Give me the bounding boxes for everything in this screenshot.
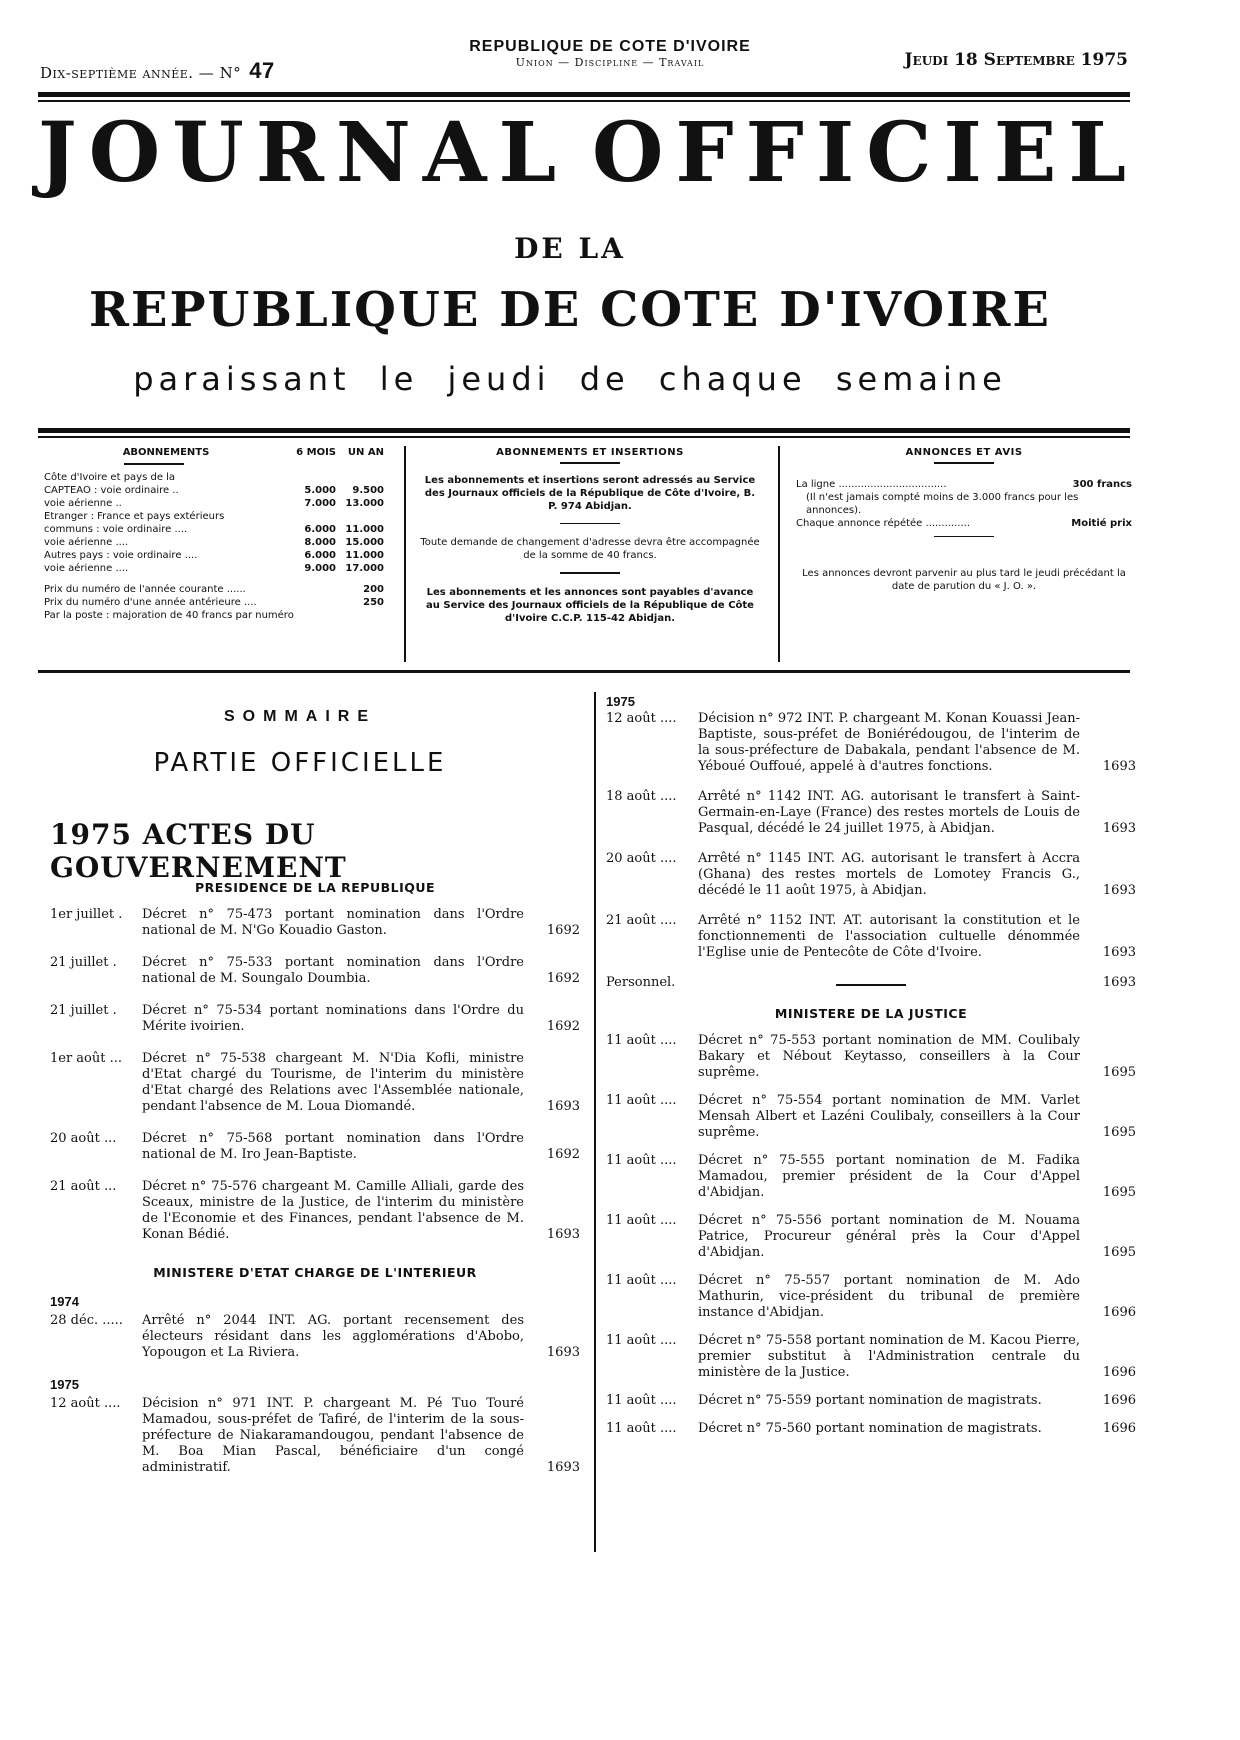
- toc-entry: [50, 1396, 580, 1476]
- entry-date: 20 août ....: [606, 851, 677, 866]
- issue-line: [40, 58, 275, 84]
- toc-entry: [606, 1213, 1136, 1261]
- issue-number: 47: [249, 58, 275, 83]
- abonnements-rows: [44, 471, 384, 575]
- justice-title: MINISTERE DE LA JUSTICE: [774, 1005, 968, 1021]
- rate-value: 200: [363, 583, 384, 595]
- rate-row: [44, 523, 384, 536]
- sommaire-title: SOMMAIRE: [224, 708, 376, 725]
- toc-entry: [606, 1033, 1136, 1081]
- toc-entry: [606, 1153, 1136, 1201]
- divider: [934, 536, 994, 538]
- rate-row: [44, 583, 384, 596]
- entry-text: Arrêté n° 1142 INT. AG. autorisant le transfert à Saint-Germain-en-Laye (France) des restes mortels de Louis de Pasqual, décédé le 24 juillet 1975, à Abidjan.: [698, 789, 1080, 836]
- rate-value: 11.000: [345, 523, 384, 535]
- masthead-rule-thin: [38, 436, 1130, 438]
- entry-text: Décret n° 75-555 portant nomination de M. Fadika Mamadou, premier président de la Cour d'Appel d'Abidjan.: [698, 1152, 1080, 1200]
- rate-value: 250: [363, 596, 384, 608]
- annonces-column: [796, 446, 1132, 666]
- year-1974: 1974: [50, 1294, 79, 1309]
- entry-page: 1693: [1102, 759, 1136, 774]
- entry-page: 1693: [546, 1460, 580, 1475]
- rate-label: voie aérienne ..: [44, 497, 122, 509]
- rate-value: 17.000: [345, 562, 384, 574]
- rate-label: Côte d'Ivoire et pays de la: [44, 471, 176, 483]
- entry-date: 20 août ...: [50, 1131, 117, 1146]
- header-rule: [38, 92, 1130, 97]
- toc-entry: [50, 955, 580, 987]
- masthead-title: [38, 105, 1138, 201]
- entry-date: 11 août ....: [606, 1392, 677, 1408]
- entry-page: 1693: [546, 1227, 580, 1242]
- year-1975: 1975: [50, 1377, 79, 1392]
- rate-label: Autres pays : voie ordinaire ....: [44, 549, 198, 561]
- entry-text: Décret n° 75-556 portant nomination de M. Nouama Patrice, Procureur général près la Cour d'Appel d'Abidjan.: [698, 1212, 1080, 1260]
- rate-value: 6.000: [304, 523, 336, 535]
- box-divider-1: [404, 446, 406, 662]
- entry-page: 1696: [1102, 1364, 1136, 1380]
- rate-value: 9.000: [304, 562, 336, 574]
- personnel-entry: [606, 975, 1136, 990]
- abonnements-1an: UN AN: [347, 447, 384, 458]
- entry-date: 21 août ....: [606, 913, 677, 928]
- rate-row: [44, 536, 384, 549]
- right-year-1975: 1975: [606, 694, 635, 709]
- personnel-page: 1693: [1102, 975, 1136, 990]
- header-motto: Union — Discipline — Travail: [515, 56, 705, 69]
- annonces-title: ANNONCES ET AVIS: [905, 447, 1023, 458]
- personnel-label: Personnel.: [606, 975, 676, 990]
- entry-page: 1695: [1102, 1244, 1136, 1260]
- rate-value: 15.000: [345, 536, 384, 548]
- insertions-column: [420, 446, 760, 666]
- insertions-address: Les abonnements et insertions seront adressés au Service des Journaux officiels de la République de Côte d'Ivoire, B. P. 974 Abidjan.: [424, 474, 756, 512]
- entry-text: Décret n° 75-559 portant nomination de magistrats.: [698, 1392, 1042, 1408]
- rate-value: 8.000: [304, 536, 336, 548]
- divider: [124, 463, 184, 465]
- rate-row: [44, 484, 384, 497]
- entry-page: 1693: [546, 1345, 580, 1360]
- entry-text: Décret n° 75-576 chargeant M. Camille Alliali, garde des Sceaux, ministre de la Justice, de l'interim du ministère de l'Economie et des Finances, pendant l'absence de M. Konan Bédié.: [142, 1179, 524, 1242]
- rate-value: [288, 510, 336, 523]
- entry-text: Décret n° 75-538 chargeant M. N'Dia Kofli, ministre d'Etat chargé du Tourisme, de l'interim du ministère d'Etat chargé des Relations avec l'Assemblée nationale, pendant l'absence de M. Loua Diomandé.: [142, 1051, 524, 1114]
- rate-value: [336, 471, 384, 484]
- rate-value: 5.000: [304, 484, 336, 496]
- entry-date: 12 août ....: [606, 711, 677, 726]
- entry-text: Décret n° 75-534 portant nominations dans l'Ordre du Mérite ivoirien.: [142, 1003, 524, 1034]
- entry-text: Décret n° 75-533 portant nomination dans l'Ordre national de M. Soungalo Doumbia.: [142, 955, 524, 986]
- toc-entry: [606, 1273, 1136, 1321]
- entry-text: Décision n° 971 INT. P. chargeant M. Pé Tuo Touré Mamadou, sous-préfet de Tafiré, de l'interim de la sous-préfecture de Niakaramandougou, pendant l'absence de M. Boa Mian Pascal, bénéficiaire d'un congé administratif.: [142, 1396, 524, 1475]
- rate-value: 6.000: [304, 549, 336, 561]
- toc-entry: [606, 1421, 1136, 1437]
- entry-text: Arrêté n° 2044 INT. AG. portant recensement des électeurs résidant dans les agglomérations d'Abobo, Yopougon et La Riviera.: [142, 1313, 524, 1360]
- rate-value: [336, 510, 384, 523]
- entry-date: 21 juillet .: [50, 955, 117, 970]
- partie-officielle: PARTIE OFFICIELLE: [153, 748, 447, 778]
- rate-label: Prix du numéro de l'année courante ......: [44, 583, 246, 595]
- rate-value: [288, 471, 336, 484]
- rate-value: 11.000: [345, 549, 384, 561]
- entry-date: 21 juillet .: [50, 1003, 117, 1018]
- masthead-republique: REPUBLIQUE DE COTE D'IVOIRE: [88, 282, 1052, 338]
- entry-page: 1695: [1102, 1124, 1136, 1140]
- rate-row: [44, 596, 384, 609]
- subscription-box: [44, 446, 1132, 666]
- rate-value: [336, 609, 384, 622]
- entry-date: 28 déc. .....: [50, 1313, 123, 1328]
- toc-entry: [50, 1179, 580, 1243]
- divider: [560, 523, 620, 525]
- entry-date: 11 août ....: [606, 1332, 677, 1348]
- abonnements-6mois: 6 MOIS: [296, 447, 336, 458]
- issue-date: Jeudi 18 Septembre 1975: [904, 50, 1128, 70]
- rate-row: [44, 562, 384, 575]
- rate-label: voie aérienne ....: [44, 536, 129, 548]
- entry-date: 1er août ...: [50, 1051, 123, 1066]
- entry-page: 1695: [1102, 1064, 1136, 1080]
- divider: [560, 572, 620, 574]
- annonces-note: (Il n'est jamais compté moins de 3.000 francs pour les annonces).: [806, 491, 1079, 516]
- toc-entry: [606, 851, 1136, 899]
- abonnements-column: [44, 446, 384, 666]
- toc-entry: [606, 1093, 1136, 1141]
- entry-text: Arrêté n° 1152 INT. AT. autorisant la constitution et le fonctionnementi de l'association cultuelle dénommée l'Eglise unie de Pentecôte de Côte d'Ivoire.: [698, 913, 1080, 960]
- masthead-frequency: paraissant le jeudi de chaque semaine: [133, 360, 1007, 398]
- rate-label: Par la poste : majoration de 40 francs par numéro: [44, 609, 294, 621]
- prix-rows: [44, 583, 384, 622]
- entry-text: Décret n° 75-558 portant nomination de M. Kacou Pierre, premier substitut à l'Administration centrale du ministère de la Justice.: [698, 1332, 1080, 1380]
- rate-value: 7.000: [304, 497, 336, 509]
- entry-text: Décret n° 75-560 portant nomination de magistrats.: [698, 1420, 1042, 1436]
- header-republic-name: REPUBLIQUE DE COTE D'IVOIRE: [469, 38, 751, 55]
- entry-date: 1er juillet .: [50, 907, 123, 922]
- actes-gouvernement: 1975 ACTES DU GOUVERNEMENT: [50, 818, 347, 884]
- entry-page: 1693: [1102, 821, 1136, 836]
- divider: [934, 462, 994, 464]
- interieur-1975-list: [50, 1396, 580, 1476]
- interieur-1974-list: [50, 1313, 580, 1361]
- entry-page: 1696: [1102, 1420, 1136, 1436]
- rate-label: Prix du numéro d'une année antérieure ....: [44, 596, 257, 608]
- box-bottom-rule: [38, 670, 1130, 673]
- rate-row: [44, 497, 384, 510]
- annonces-deadline: Les annonces devront parvenir au plus tard le jeudi précédant la date de parution du « J. O. ».: [802, 568, 1126, 592]
- rate-row: [44, 609, 384, 622]
- entry-page: 1695: [1102, 1184, 1136, 1200]
- insertions-title: ABONNEMENTS ET INSERTIONS: [496, 447, 684, 458]
- masthead-rule: [38, 428, 1130, 433]
- toc-entry: [50, 1051, 580, 1115]
- issue-year: Dix-septième année. — N°: [40, 64, 242, 82]
- entry-date: 12 août ....: [50, 1396, 121, 1411]
- toc-entry: [606, 789, 1136, 837]
- annonces-repetee: Chaque annonce répétée ..............: [796, 517, 971, 529]
- annonces-ligne-price: 300 francs: [1072, 478, 1132, 490]
- annonces-repetee-price: Moitié prix: [1071, 517, 1132, 529]
- entry-text: Arrêté n° 1145 INT. AG. autorisant le transfert à Accra (Ghana) des restes mortels de Lomotey Francis G., décédé le 11 août 1975, à Abidjan.: [698, 851, 1080, 898]
- rate-label: communs : voie ordinaire ....: [44, 523, 188, 535]
- entry-text: Décret n° 75-473 portant nomination dans l'Ordre national de M. N'Go Kouadio Gaston.: [142, 907, 524, 938]
- entry-page: 1693: [1102, 945, 1136, 960]
- rate-row: [44, 549, 384, 562]
- abonnements-title: ABONNEMENTS: [122, 447, 210, 458]
- entry-text: Décret n° 75-568 portant nomination dans l'Ordre national de M. Iro Jean-Baptiste.: [142, 1131, 524, 1162]
- entry-page: 1692: [546, 1019, 580, 1034]
- entry-text: Décision n° 972 INT. P. chargeant M. Konan Kouassi Jean-Baptiste, sous-préfet de Boniérédougou, de l'interim de la sous-préfecture de Dabakala, pendant l'absence de M. Yéboué Ouffoué, appelé à d'autres fonctions.: [698, 711, 1080, 774]
- toc-entry: [606, 711, 1136, 775]
- toc-entry: [606, 913, 1136, 961]
- column-divider: [594, 692, 596, 1552]
- entry-date: 11 août ....: [606, 1420, 677, 1436]
- masthead-de-la: DE LA: [514, 232, 626, 265]
- entry-text: Décret n° 75-554 portant nomination de MM. Varlet Mensah Albert et Lazéni Coulibaly, conseillers à la Cour suprême.: [698, 1092, 1080, 1140]
- rate-label: CAPTEAO : voie ordinaire ..: [44, 484, 179, 496]
- annonces-ligne: La ligne ..................................: [796, 478, 947, 490]
- insertions-payment: Les abonnements et les annonces sont payables d'avance au Service des Journaux officiels de la République de Côte d'Ivoire C.C.P. 115-42 Abidjan.: [426, 586, 754, 624]
- entry-date: 18 août ....: [606, 789, 677, 804]
- entry-date: 11 août ....: [606, 1272, 677, 1288]
- header-republic: [420, 38, 800, 69]
- rate-row: [44, 471, 384, 484]
- entry-page: 1696: [1102, 1392, 1136, 1408]
- box-divider-2: [778, 446, 780, 662]
- entry-page: 1693: [546, 1099, 580, 1114]
- insertions-address-change: Toute demande de changement d'adresse devra être accompagnée de la somme de 40 francs.: [420, 537, 760, 561]
- entry-text: Décret n° 75-553 portant nomination de MM. Coulibaly Bakary et Nébout Keytasso, conseillers à la Cour suprême.: [698, 1032, 1080, 1080]
- entry-date: 11 août ....: [606, 1152, 677, 1168]
- rate-row: [44, 510, 384, 523]
- toc-entry: [50, 1313, 580, 1361]
- entry-text: Décret n° 75-557 portant nomination de M. Ado Mathurin, vice-président du tribunal de première instance d'Abidjan.: [698, 1272, 1080, 1320]
- toc-entry: [50, 1131, 580, 1163]
- rate-value: 9.500: [352, 484, 384, 496]
- rate-label: voie aérienne ....: [44, 562, 129, 574]
- entry-page: 1696: [1102, 1304, 1136, 1320]
- entry-page: 1692: [546, 971, 580, 986]
- interieur-1975-right-list: [606, 711, 1136, 961]
- right-column: [606, 694, 1136, 1449]
- masthead-officiel: OFFICIEL: [592, 105, 1138, 201]
- toc-entry: [50, 907, 580, 939]
- entry-date: 11 août ....: [606, 1032, 677, 1048]
- header-rule-thin: [38, 100, 1130, 102]
- entry-date: 11 août ....: [606, 1212, 677, 1228]
- entry-date: 11 août ....: [606, 1092, 677, 1108]
- entry-page: 1693: [1102, 883, 1136, 898]
- rate-value: 13.000: [345, 497, 384, 509]
- toc-entry: [50, 1003, 580, 1035]
- justice-list: [606, 1033, 1136, 1437]
- toc-entry: [606, 1393, 1136, 1409]
- rate-label: Etranger : France et pays extérieurs: [44, 510, 225, 522]
- entry-page: 1692: [546, 923, 580, 938]
- left-column: [50, 880, 580, 1486]
- presidence-list: [50, 907, 580, 1243]
- interieur-title: MINISTERE D'ETAT CHARGE DE L'INTERIEUR: [153, 1265, 477, 1280]
- entry-date: 21 août ...: [50, 1179, 117, 1194]
- toc-entry: [606, 1333, 1136, 1381]
- masthead-journal: JOURNAL: [38, 105, 569, 201]
- entry-page: 1692: [546, 1147, 580, 1162]
- presidence-title: PRESIDENCE DE LA REPUBLIQUE: [194, 880, 436, 895]
- divider: [560, 462, 620, 464]
